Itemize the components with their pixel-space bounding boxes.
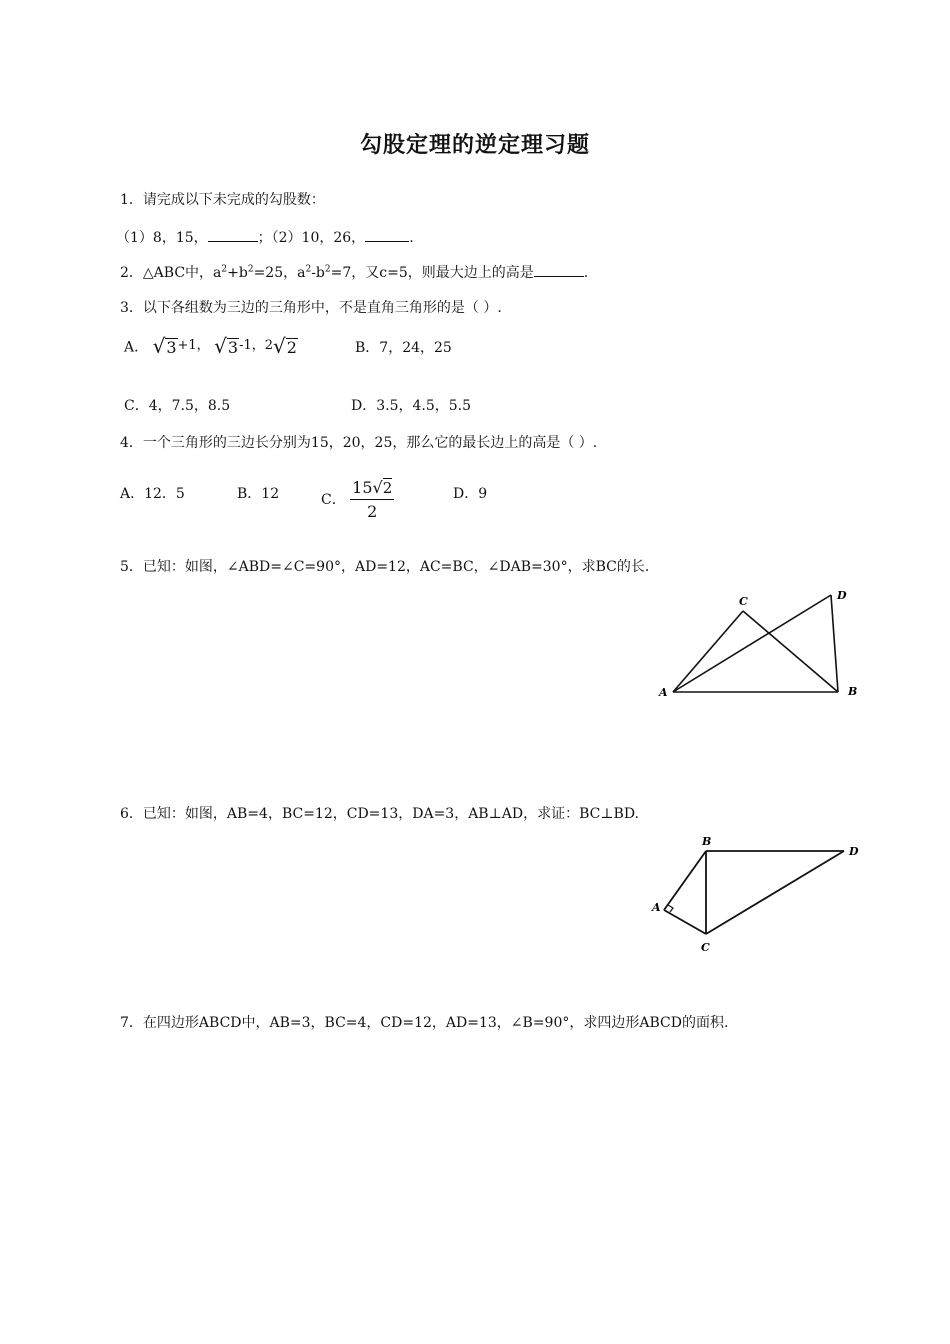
figure-question-6 [645,832,870,957]
option-3b: B．7，24，25 [355,340,452,356]
segment-ac [673,611,743,692]
answer-blank[interactable] [365,227,409,242]
figure-question-5 [655,585,870,705]
question-3: 3．以下各组数为三边的三角形中，不是直角三角形的是（ ）. [120,300,502,316]
sqrt-3: √3 [214,334,239,358]
point-label-a: A [652,901,661,914]
segment-bd [831,595,838,692]
point-label-a: A [659,686,668,699]
question-1-parts: （1）8，15， ；（2）10，26， . [116,227,414,248]
point-label-c: C [739,595,748,608]
segment-ab [664,851,706,910]
segment-cd [706,851,844,934]
segment-ad [673,595,831,692]
option-3a: A． √3+1， √3-1，2√2 [124,334,297,358]
option-4c: C． $\frac{15√2}{2}$ [321,478,393,521]
point-label-d: D [837,589,847,602]
sqrt-3: √3 [152,334,177,358]
option-4d: D．9 [453,486,488,502]
segment-cb [743,611,838,692]
fraction-15-sqrt2-over-2: $\frac{15√2}{2}$ [352,478,393,521]
question-1: 1．请完成以下未完成的勾股数： [120,192,325,208]
right-angle-mark [668,905,673,912]
question-5: 5．已知：如图，∠ABD=∠C=90°，AD=12，AC=BC，∠DAB=30°，求BC的长. [120,559,650,575]
option-3d: D．3.5，4.5，5.5 [351,398,472,414]
page-title: 勾股定理的逆定理习题 [359,132,590,158]
question-4: 4．一个三角形的三边长分别为15，20，25，那么它的最长边上的高是（ ）. [120,435,598,451]
answer-blank[interactable] [208,227,258,242]
question-6: 6．已知：如图，AB=4，BC=12，CD=13，DA=3，AB⊥AD，求证：BC⊥BD. [120,806,639,822]
segment-ac [664,910,706,934]
answer-blank[interactable] [534,262,584,277]
option-3c: C．4，7.5，8.5 [124,398,231,414]
sqrt-2: √2 [273,334,297,358]
question-7: 7．在四边形ABCD中，AB=3，BC=4，CD=12，AD=13，∠B=90°，求四边形ABCD的面积. [120,1015,729,1031]
point-label-d: D [849,845,859,858]
option-4b: B．12 [237,486,280,502]
point-label-b: B [848,685,858,698]
option-4a: A．12．5 [120,486,185,502]
question-2: 2．△ABC中，$a^2+b^2=25$，$a^2-b^2=7$，又c=5，则最大边上的高是 . [120,262,588,283]
point-label-b: B [702,835,712,848]
point-label-c: C [701,941,710,954]
